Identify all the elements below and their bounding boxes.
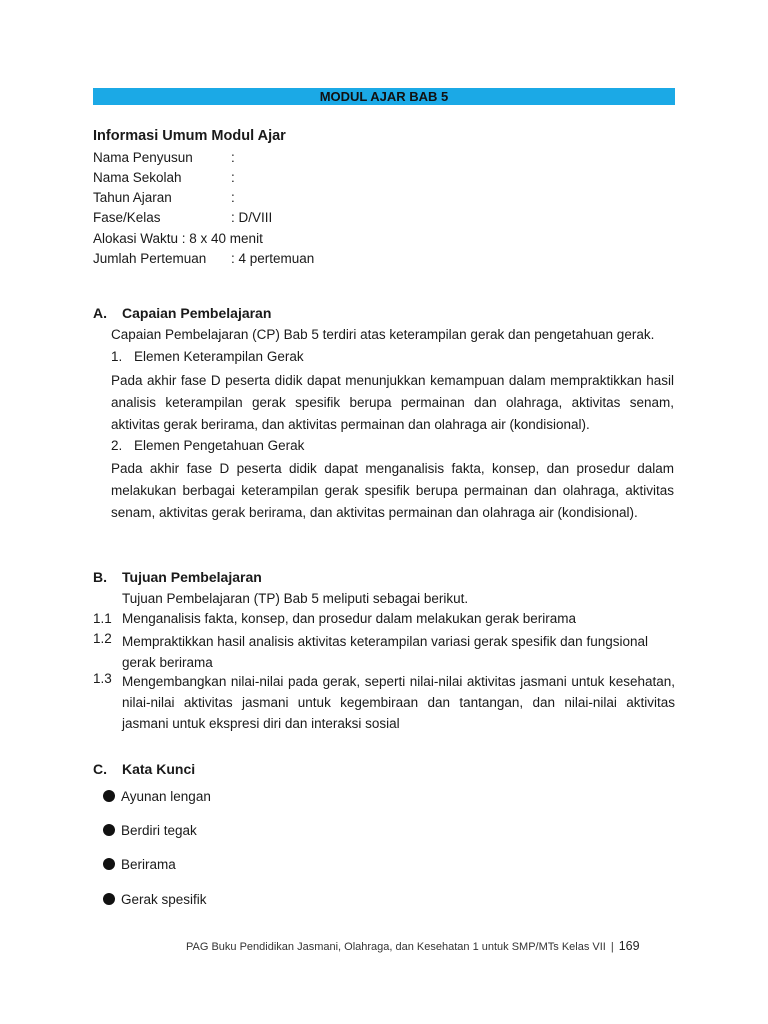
keyword-text: Gerak spesifik: [121, 892, 207, 907]
info-row-penyusun: [93, 148, 235, 168]
section-title: Capaian Pembelajaran: [122, 305, 272, 321]
footer-text: PAG Buku Pendidikan Jasmani, Olahraga, dan Kesehatan 1 untuk SMP/MTs Kelas VII: [186, 941, 606, 953]
objective-item: [93, 611, 675, 629]
module-title-bar: [93, 88, 675, 105]
section-a-heading: [93, 305, 493, 325]
section-letter: B.: [93, 569, 107, 585]
info-value: : D/VIII: [231, 210, 273, 225]
section-letter: A.: [93, 305, 107, 321]
objective-number: 1.1: [93, 611, 112, 626]
info-value: :: [231, 150, 235, 165]
bullet-icon: [103, 824, 115, 836]
info-label: Jumlah Pertemuan: [93, 251, 207, 266]
objective-item: [93, 671, 675, 735]
info-label: Fase/Kelas: [93, 210, 161, 225]
info-label: Nama Penyusun: [93, 150, 193, 165]
objective-item: [93, 631, 675, 673]
info-label: Nama Sekolah: [93, 170, 182, 185]
item-number: 1.: [111, 349, 123, 364]
keyword-text: Ayunan lengan: [121, 789, 211, 804]
keyword-item: [103, 892, 207, 907]
objective-text: Menganalisis fakta, konsep, dan prosedur dalam melakukan gerak berirama: [122, 611, 576, 626]
info-value: :: [231, 170, 235, 185]
bullet-icon: [103, 858, 115, 870]
keyword-text: Berdiri tegak: [121, 823, 197, 838]
objective-number: 1.3: [93, 671, 112, 686]
keyword-item: [103, 823, 197, 838]
keyword-item: [103, 857, 176, 872]
item-title: Elemen Keterampilan Gerak: [134, 349, 304, 364]
section-a-item-1-title: [111, 349, 411, 367]
bullet-icon: [103, 893, 115, 905]
info-value: :: [231, 190, 235, 205]
keyword-text: Berirama: [121, 857, 176, 872]
section-a-item-2-title: [111, 438, 411, 456]
info-row-fase: [93, 208, 272, 228]
objective-number: 1.2: [93, 631, 112, 646]
info-row-sekolah: [93, 168, 235, 188]
objective-text: Mengembangkan nilai-nilai pada gerak, seperti nilai-nilai aktivitas jasmani untuk kesehatan, nilai-nilai aktivitas jasmani untuk kegembiraan dan tantangan, dan nilai-nilai aktivitas jasmani untuk ekspresi diri dan interaksi sosial: [122, 674, 675, 731]
section-a-intro: Capaian Pembelajaran (CP) Bab 5 terdiri atas keterampilan gerak dan pengetahuan gerak.: [111, 327, 655, 342]
info-row-tahun: [93, 188, 235, 208]
section-title: Kata Kunci: [122, 761, 196, 777]
section-a-item-2-text: Pada akhir fase D peserta didik dapat menganalisis fakta, konsep, dan prosedur dalam melakukan berbagai keterampilan gerak spesifik berupa permainan dan olahraga, aktivitas senam, aktivitas gerak berirama, dan aktivitas permainan dan olahraga air (kondisional).: [111, 461, 674, 520]
page-footer: [186, 939, 640, 953]
info-heading: Informasi Umum Modul Ajar: [93, 128, 286, 144]
section-title: Tujuan Pembelajaran: [122, 569, 262, 585]
section-b-heading: [93, 569, 493, 589]
info-value: : 4 pertemuan: [231, 251, 315, 266]
page-number: 169: [618, 939, 640, 953]
objective-text: Mempraktikkan hasil analisis aktivitas keterampilan variasi gerak spesifik dan fungsional gerak berirama: [122, 634, 648, 670]
section-a-item-1-text: Pada akhir fase D peserta didik dapat menunjukkan kemampuan dalam mempraktikkan hasil analisis keterampilan gerak spesifik berupa permainan dan olahraga, aktivitas senam, aktivitas gerak berirama, dan aktivitas permainan dan olahraga air (kondisional).: [111, 373, 674, 432]
info-row-pertemuan: [93, 249, 314, 269]
info-label: Tahun Ajaran: [93, 190, 172, 205]
section-letter: C.: [93, 761, 107, 777]
module-title: MODUL AJAR BAB 5: [319, 89, 449, 104]
section-c-heading: [93, 761, 493, 781]
info-row-alokasi: Alokasi Waktu : 8 x 40 menit: [93, 231, 263, 246]
item-number: 2.: [111, 438, 123, 453]
section-b-intro: Tujuan Pembelajaran (TP) Bab 5 meliputi sebagai berikut.: [122, 591, 469, 606]
bullet-icon: [103, 790, 115, 802]
footer-separator: |: [610, 941, 614, 953]
item-title: Elemen Pengetahuan Gerak: [134, 438, 305, 453]
keyword-item: [103, 789, 211, 804]
